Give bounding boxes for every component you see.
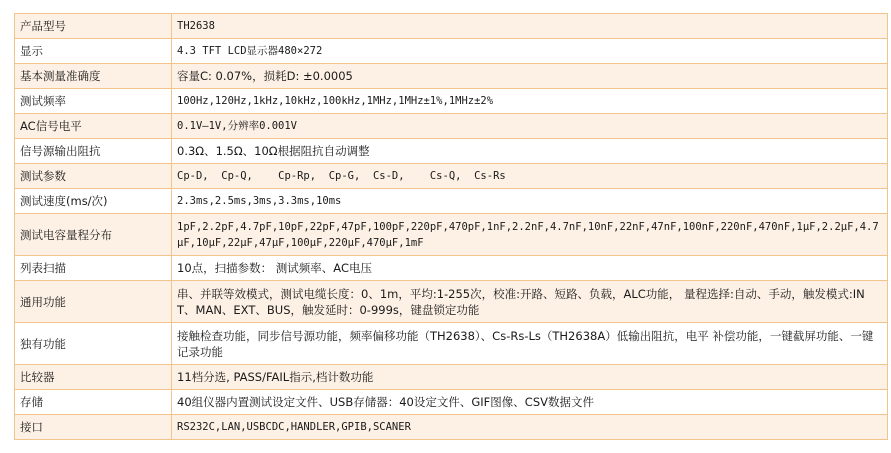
spec-row-model [15,14,888,39]
spec-label: AC信号电平 [15,114,172,139]
spec-value: 0.3Ω、1.5Ω、10Ω根据阻抗自动调整 [172,139,888,164]
spec-value: 11档分选, PASS/FAIL指示,档计数功能 [172,365,888,390]
spec-row-output-impedance [15,139,888,164]
spec-row-list-sweep [15,256,888,281]
spec-label: 接口 [15,415,172,440]
spec-label: 显示 [15,39,172,64]
spec-label: 独有功能 [15,323,172,365]
spec-label: 比较器 [15,365,172,390]
spec-value: 100Hz,120Hz,1kHz,10kHz,100kHz,1MHz,1MHz±1%,1MHz±2% [172,89,888,114]
spec-value: Cp-D, Cp-Q, Cp-Rp, Cp-G, Cs-D, Cs-Q, Cs-Rs [172,164,888,189]
spec-value: 10点，扫描参数： 测试频率、AC电压 [172,256,888,281]
spec-label: 测试电容量程分布 [15,214,172,256]
spec-label: 测试频率 [15,89,172,114]
spec-row-comparator [15,365,888,390]
spec-row-display [15,39,888,64]
spec-row-accuracy [15,64,888,89]
spec-value: 4.3 TFT LCD显示器480×272 [172,39,888,64]
spec-label: 测试速度(ms/次) [15,189,172,214]
spec-row-ac-level [15,114,888,139]
spec-row-frequency [15,89,888,114]
spec-label: 列表扫描 [15,256,172,281]
spec-value: 40组仪器内置测试设定文件、USB存储器：40设定文件、GIF图像、CSV数据文件 [172,390,888,415]
spec-table [14,13,888,440]
spec-label: 信号源输出阻抗 [15,139,172,164]
spec-label: 通用功能 [15,281,172,323]
spec-value: 1pF,2.2pF,4.7pF,10pF,22pF,47pF,100pF,220pF,470pF,1nF,2.2nF,4.7nF,10nF,22nF,47nF,100nF,220nF,470nF,1μF,2.2μF,4.7μF,10μF,22μF,47μF,100μF,220μF,470μF,1mF [172,214,888,256]
spec-value: TH2638 [172,14,888,39]
spec-label: 产品型号 [15,14,172,39]
spec-row-unique-functions [15,323,888,365]
spec-row-parameters [15,164,888,189]
spec-value: 2.3ms,2.5ms,3ms,3.3ms,10ms [172,189,888,214]
spec-label: 存储 [15,390,172,415]
spec-row-general-functions [15,281,888,323]
spec-value: 串、并联等效模式，测试电缆长度：0、1m，平均:1-255次，校准:开路、短路、负载，ALC功能， 量程选择:自动、手动，触发模式:INT、MAN、EXT、BUS，触发延时：0-999s，键盘锁定功能 [172,281,888,323]
spec-row-interface [15,415,888,440]
spec-row-storage [15,390,888,415]
spec-row-capacitance-ranges [15,214,888,256]
spec-value: 容量C: 0.07%，损耗D: ±0.0005 [172,64,888,89]
spec-row-speed [15,189,888,214]
spec-value: RS232C,LAN,USBCDC,HANDLER,GPIB,SCANER [172,415,888,440]
spec-label: 测试参数 [15,164,172,189]
spec-label: 基本测量准确度 [15,64,172,89]
spec-value: 接触检查功能，同步信号源功能，频率偏移功能（TH2638）、Cs-Rs-Ls（TH2638A）低输出阻抗，电平 补偿功能，一键截屏功能、一键记录功能 [172,323,888,365]
spec-value: 0.1V—1V,分辨率0.001V [172,114,888,139]
